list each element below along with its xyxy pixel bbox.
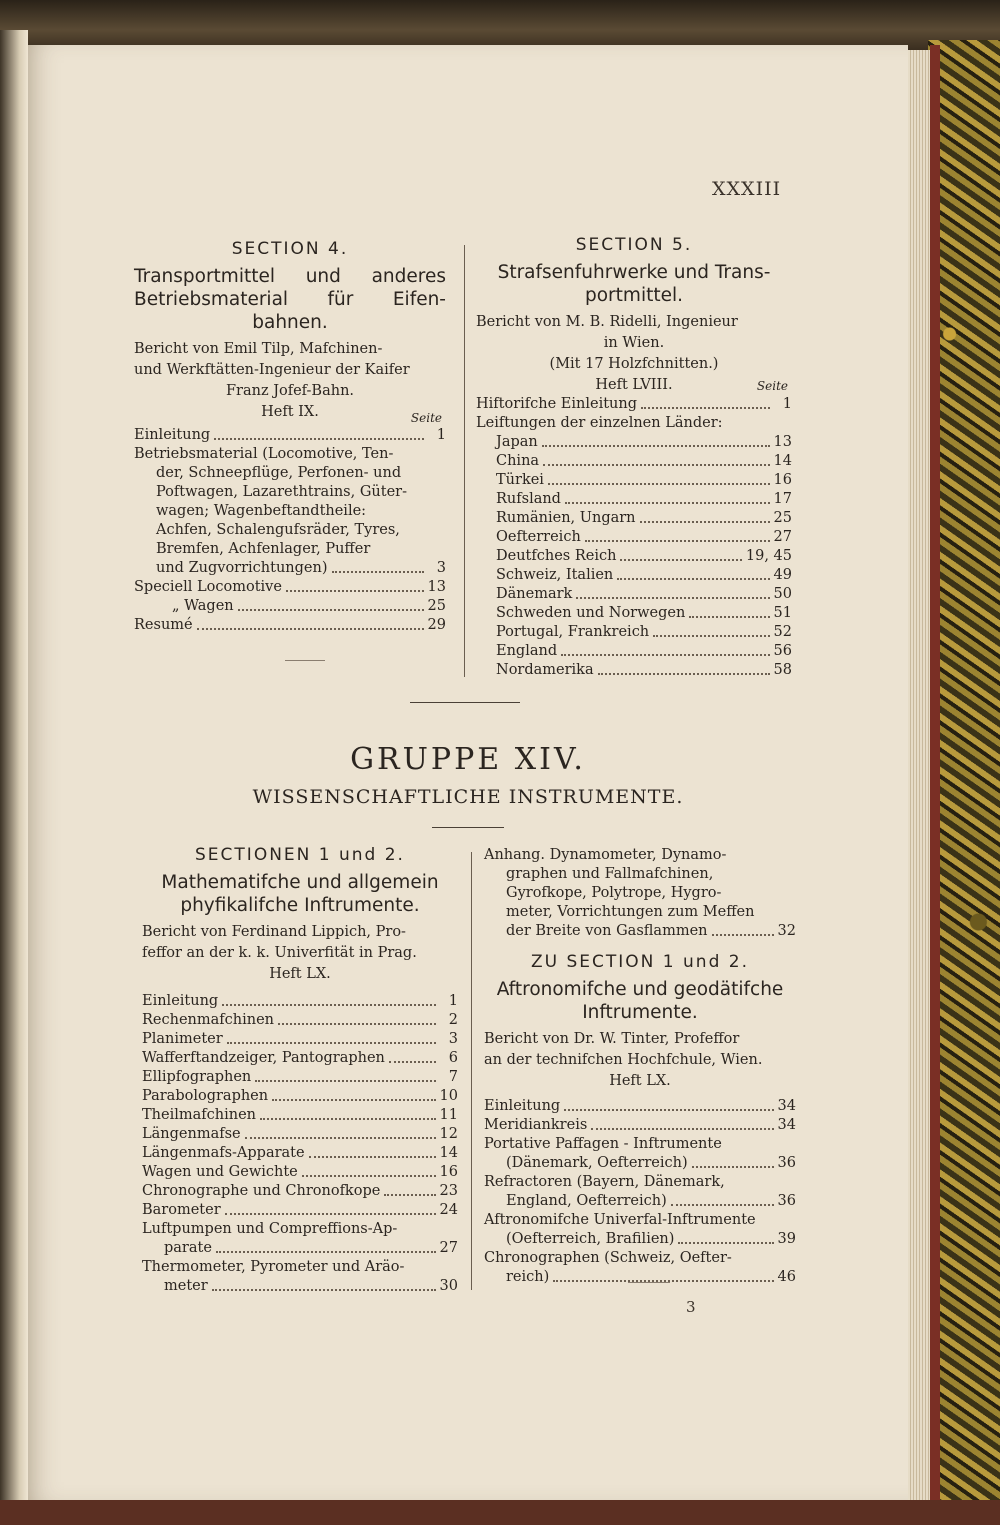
entry-page: 52 (773, 624, 792, 640)
group-title: GRUPPE XIV. (350, 742, 586, 777)
leader-dots (197, 628, 424, 630)
leader-dots (309, 1156, 436, 1158)
entry-label: der Breite von Gasflammen (506, 923, 708, 939)
leader-dots (255, 1080, 436, 1082)
entry-label: und Zugvorrichtungen) (156, 560, 328, 576)
entry-label: Luftpumpen und Compreffions-Ap- (142, 1221, 398, 1237)
entry-label: Rechenmafchinen (142, 1012, 274, 1028)
leader-dots (640, 521, 770, 523)
leader-dots (216, 1251, 436, 1253)
entry-label: Speciell Locomotive (134, 579, 282, 595)
entry-label: China (496, 453, 540, 469)
cover-binding-edge (930, 45, 940, 1505)
report-line: (Mit 17 Holzfchnitten.) (549, 356, 719, 372)
report-line: und Werkftätten-Ingenieur der Kaifer (134, 362, 410, 378)
toc-entry (496, 642, 792, 661)
entry-label: Dänemark (496, 586, 573, 602)
entry-page: 51 (773, 605, 792, 621)
entry-label: Nordamerika (496, 662, 594, 678)
toc-entry-line (484, 846, 796, 865)
entry-label: meter (164, 1278, 208, 1294)
heft-label: Heft LX. (609, 1073, 671, 1089)
entry-label: Japan (496, 434, 538, 450)
entry-label: Portugal, Frankreich (496, 624, 650, 640)
entry-page: 34 (777, 1117, 796, 1133)
entry-continuation: Gyrofkope, Polytrope, Hygro- (506, 885, 722, 901)
toc-entry (134, 597, 446, 616)
toc-entry (484, 922, 796, 941)
entry-page: 2 (448, 1012, 458, 1028)
column-divider (471, 852, 472, 1290)
entry-label: parate (164, 1240, 212, 1256)
entry-page: 27 (439, 1240, 458, 1256)
leader-dots (222, 1004, 436, 1006)
toc-entry (484, 1154, 796, 1173)
leader-dots (641, 407, 770, 409)
entry-label: Einleitung (134, 427, 211, 443)
heft-label (134, 403, 446, 425)
entry-label: Anhang. Dynamometer, Dynamo- (484, 847, 727, 863)
entry-page: 50 (773, 586, 792, 602)
entry-continuation: Poftwagen, Lazarethtrains, Güter- (156, 484, 408, 500)
entry-page: 36 (777, 1155, 796, 1171)
group-subtitle: WISSENSCHAFTLICHE INSTRUMENTE. (252, 786, 684, 808)
entry-continuation: Achfen, Schalengufsräder, Tyres, (156, 522, 400, 538)
leader-dots (238, 609, 424, 611)
leader-dots (585, 540, 770, 542)
leader-dots (302, 1175, 436, 1177)
entry-page: 13 (427, 579, 446, 595)
entry-list (142, 992, 458, 1220)
report-line: an der technifchen Hochfchule, Wien. (484, 1052, 763, 1068)
leader-dots (576, 597, 769, 599)
separator-rule (432, 827, 504, 828)
entry-label: Barometer (142, 1202, 221, 1218)
section-heading: ZU SECTION 1 und 2. (531, 952, 749, 972)
toc-entry (134, 578, 446, 597)
leader-dots (689, 616, 769, 618)
toc-entry-line (142, 1220, 458, 1239)
entry-page: 11 (439, 1107, 458, 1123)
leader-dots (565, 502, 770, 504)
leader-dots (598, 673, 770, 675)
entry-page: 36 (777, 1193, 796, 1209)
toc-entry (496, 490, 792, 509)
leader-dots (591, 1128, 773, 1130)
leader-dots (548, 483, 770, 485)
column-divider (464, 245, 465, 677)
entry-page: 39 (777, 1231, 796, 1247)
toc-subheading (476, 414, 792, 433)
entry-page: 14 (773, 453, 792, 469)
toc-entry (142, 1011, 458, 1030)
footer-page-number: 3 (686, 1298, 697, 1316)
leader-dots (286, 590, 424, 592)
leader-dots (384, 1194, 435, 1196)
entry-label: Thermometer, Pyrometer und Aräo- (142, 1259, 405, 1275)
leader-dots (671, 1204, 774, 1206)
toc-entry (142, 1030, 458, 1049)
entry-page: 49 (773, 567, 792, 583)
page-number: XXXIII (712, 178, 782, 200)
entry-label: Hiftorifche Einleitung (476, 396, 637, 412)
toc-entry (142, 1182, 458, 1201)
entry-page: 3 (436, 560, 446, 576)
leader-dots (564, 1109, 773, 1111)
entry-label: Deutfches Reich (496, 548, 617, 564)
leader-dots (214, 438, 424, 440)
entry-page: 25 (427, 598, 446, 614)
toc-entry-line (142, 1258, 458, 1277)
toc-entry (134, 616, 446, 635)
entry-label: Schweden und Norwegen (496, 605, 686, 621)
entry-page: 1 (448, 993, 458, 1009)
entry-label: England, Oefterreich) (506, 1193, 667, 1209)
entry-label: Längenmafse (142, 1126, 241, 1142)
heft-label: Heft LX. (269, 966, 331, 982)
section-heading: SECTION 4. (231, 239, 349, 259)
toc-entry (142, 1125, 458, 1144)
toc-entry (496, 566, 792, 585)
entry-page: 6 (448, 1050, 458, 1066)
heft-label (476, 376, 792, 395)
toc-entry (142, 1068, 458, 1087)
entry-continuation: Bremfen, Achfenlager, Puffer (156, 541, 371, 557)
entry-label: Rumänien, Ungarn (496, 510, 636, 526)
entry-label: Längenmafs-Apparate (142, 1145, 305, 1161)
entry-continuation: der, Schneepflüge, Perfonen- und (156, 465, 402, 481)
toc-entry-line (484, 1249, 796, 1268)
leader-dots (332, 571, 424, 573)
entry-label: Rufsland (496, 491, 561, 507)
seite-label: Seite (756, 379, 788, 393)
toc-entry (142, 992, 458, 1011)
toc-entry-line (484, 1135, 796, 1154)
entry-label: Einleitung (484, 1098, 561, 1114)
entry-continuation: graphen und Fallmafchinen, (506, 866, 714, 882)
section-heading: SECTION 5. (575, 235, 693, 255)
report-line: in Wien. (603, 335, 665, 351)
toc-entry (142, 1049, 458, 1068)
toc-entry (496, 471, 792, 490)
leader-dots (692, 1166, 774, 1168)
heft-text: Heft IX. (261, 404, 319, 420)
leader-dots (653, 635, 769, 637)
entry-label: Portative Paffagen - Inftrumente (484, 1136, 722, 1152)
leader-dots (227, 1042, 436, 1044)
entry-page: 16 (439, 1164, 458, 1180)
entry-label: (Dänemark, Oefterreich) (506, 1155, 688, 1171)
toc-entry-line (484, 1211, 796, 1230)
book-cover-bottom (0, 1500, 1000, 1525)
entry-page: 29 (427, 617, 446, 633)
entry-label: Meridiankreis (484, 1117, 588, 1133)
leader-dots (542, 445, 770, 447)
entry-page: 17 (773, 491, 792, 507)
entry-page: 56 (773, 643, 792, 659)
toc-entry (142, 1277, 458, 1296)
end-rule (285, 660, 325, 661)
report-line: Franz Jofef-Bahn. (225, 383, 355, 399)
entry-label: Chronographen (Schweiz, Oefter- (484, 1250, 732, 1266)
entry-page: 34 (777, 1098, 796, 1114)
leader-dots (272, 1099, 435, 1101)
toc-entry-line (484, 1173, 796, 1192)
entry-page: 16 (773, 472, 792, 488)
section-title: Mathematifche und allgemein phyfikalifche Inftrumente. (161, 872, 439, 916)
section-5-column (476, 236, 792, 680)
leader-dots (245, 1137, 436, 1139)
section-heading: SECTIONEN 1 und 2. (195, 845, 405, 865)
entry-label: (Oefterreich, Brafilien) (506, 1231, 675, 1247)
entry-label: Wafferftandzeiger, Pantographen (142, 1050, 385, 1066)
entry-label: Leiftungen der einzelnen Länder: (476, 415, 723, 431)
entry-label: Oefterreich (496, 529, 581, 545)
leader-dots (620, 559, 741, 561)
leader-dots (389, 1061, 436, 1063)
book-cover-top (0, 0, 1000, 50)
leader-dots (260, 1118, 436, 1120)
entry-page: 32 (777, 923, 796, 939)
entry-label: „ Wagen (172, 598, 234, 614)
toc-entry (496, 433, 792, 452)
entry-label: reich) (506, 1269, 550, 1285)
toc-entry (496, 528, 792, 547)
entry-label: Refractoren (Bayern, Dänemark, (484, 1174, 725, 1190)
toc-entry (496, 604, 792, 623)
separator-rule (410, 702, 520, 703)
end-rule (628, 1282, 670, 1283)
entry-label: Türkei (496, 472, 544, 488)
entry-page: 1 (782, 396, 792, 412)
entry-page: 10 (439, 1088, 458, 1104)
section-title: Strafsenfuhrwerke und Trans-portmittel. (497, 262, 771, 306)
report-line: Bericht von Emil Tilp, Mafchinen- (134, 341, 383, 357)
entry-page: 30 (439, 1278, 458, 1294)
section-title: Transportmittel und anderes Betriebsmaterial für Eifen-bahnen. (134, 266, 446, 333)
toc-entry (484, 1192, 796, 1211)
entry-label: Wagen und Gewichte (142, 1164, 298, 1180)
leader-dots (278, 1023, 436, 1025)
entry-label: Schweiz, Italien (496, 567, 614, 583)
toc-entry (496, 585, 792, 604)
entry-label: Theilmafchinen (142, 1107, 256, 1123)
entry-page: 14 (439, 1145, 458, 1161)
toc-entry (142, 1201, 458, 1220)
toc-entry (496, 547, 792, 566)
entry-page: 19, 45 (745, 548, 792, 564)
heft-text: Heft LVIII. (595, 377, 673, 393)
toc-entry (484, 1268, 796, 1287)
entry-label: Planimeter (142, 1031, 223, 1047)
report-line: feffor an der k. k. Univerfität in Prag. (142, 945, 417, 961)
toc-entry (134, 426, 446, 445)
report-line: Bericht von Dr. W. Tinter, Profeffor (484, 1031, 740, 1047)
sectionen-1-2-column (142, 846, 458, 1296)
leader-dots (225, 1213, 436, 1215)
toc-entry (142, 1144, 458, 1163)
entry-page: 24 (439, 1202, 458, 1218)
entry-label: Einleitung (142, 993, 219, 1009)
entry-page: 58 (773, 662, 792, 678)
leader-dots (543, 464, 769, 466)
toc-entry (496, 452, 792, 471)
leader-dots (212, 1289, 436, 1291)
entry-label: Aftronomifche Univerfal-Inftrumente (484, 1212, 756, 1228)
leader-dots (561, 654, 769, 656)
anhang-zu-column (484, 846, 796, 1287)
report-line: Bericht von M. B. Ridelli, Ingenieur (476, 314, 738, 330)
toc-entry (142, 1087, 458, 1106)
leader-dots (678, 1242, 773, 1244)
entry-label: Chronographe und Chronofkope (142, 1183, 381, 1199)
leader-dots (712, 934, 774, 936)
entry-page: 7 (448, 1069, 458, 1085)
entry-page: 12 (439, 1126, 458, 1142)
entry-page: 13 (773, 434, 792, 450)
country-list (476, 433, 792, 680)
entry-label: Parabolographen (142, 1088, 269, 1104)
entry-page: 1 (436, 427, 446, 443)
toc-entry (142, 1163, 458, 1182)
toc-entry (496, 661, 792, 680)
toc-entry (476, 395, 792, 414)
entry-page: 46 (777, 1269, 796, 1285)
entry-label: Resumé (134, 617, 193, 633)
entry-page: 25 (773, 510, 792, 526)
entry-label: Betriebsmaterial (Locomotive, Ten- (134, 446, 394, 462)
toc-entry (484, 1116, 796, 1135)
section-4-column (134, 240, 446, 635)
toc-entry-line (134, 445, 446, 464)
toc-entry (496, 509, 792, 528)
entry-continuation: wagen; Wagenbeftandtheile: (156, 503, 367, 519)
toc-entry (496, 623, 792, 642)
toc-entry (142, 1239, 458, 1258)
leader-dots (617, 578, 769, 580)
toc-entry (134, 559, 446, 578)
entry-label: England (496, 643, 558, 659)
left-page-edge (0, 30, 28, 1510)
entry-page: 27 (773, 529, 792, 545)
report-line: Bericht von Ferdinand Lippich, Pro- (142, 924, 406, 940)
toc-entry (484, 1230, 796, 1249)
entry-continuation: meter, Vorrichtungen zum Meffen (506, 904, 755, 920)
section-title: Aftronomifche und geodätifche Inftrumente. (496, 979, 784, 1023)
entry-page: 23 (439, 1183, 458, 1199)
toc-entry (484, 1097, 796, 1116)
entry-label: Ellipfographen (142, 1069, 252, 1085)
seite-label: Seite (410, 411, 442, 425)
entry-page: 3 (448, 1031, 458, 1047)
toc-entry (142, 1106, 458, 1125)
